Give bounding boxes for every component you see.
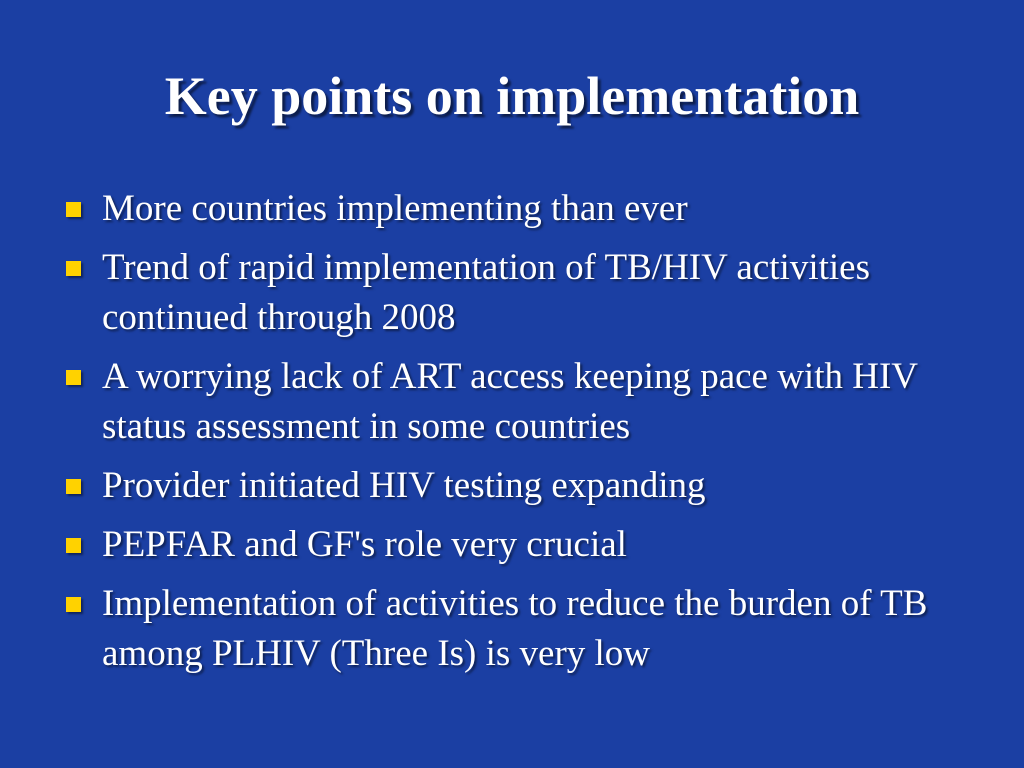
bullet-item [64, 352, 1004, 452]
bullet-item [64, 520, 1004, 570]
bullet-item [64, 461, 1004, 511]
bullet-text: More countries implementing than ever [102, 188, 688, 229]
bullet-text: Provider initiated HIV testing expanding [102, 465, 706, 506]
square-bullet-icon [66, 202, 81, 217]
bullet-text: A worrying lack of ART access keeping pace with HIV status assessment in some countries [102, 356, 918, 447]
bullet-item [64, 243, 1004, 343]
square-bullet-icon [66, 261, 81, 276]
bullet-text: PEPFAR and GF's role very crucial [102, 524, 627, 565]
square-bullet-icon [66, 370, 81, 385]
square-bullet-icon [66, 597, 81, 612]
bullet-item [64, 579, 1004, 679]
bullet-text: Implementation of activities to reduce the burden of TB among PLHIV (Three Is) is very low [102, 583, 928, 674]
slide-title: Key points on implementation [164, 66, 860, 126]
bullet-list [64, 184, 1004, 688]
bullet-item [64, 184, 1004, 234]
bullet-text: Trend of rapid implementation of TB/HIV activities continued through 2008 [102, 247, 870, 338]
square-bullet-icon [66, 538, 81, 553]
square-bullet-icon [66, 479, 81, 494]
